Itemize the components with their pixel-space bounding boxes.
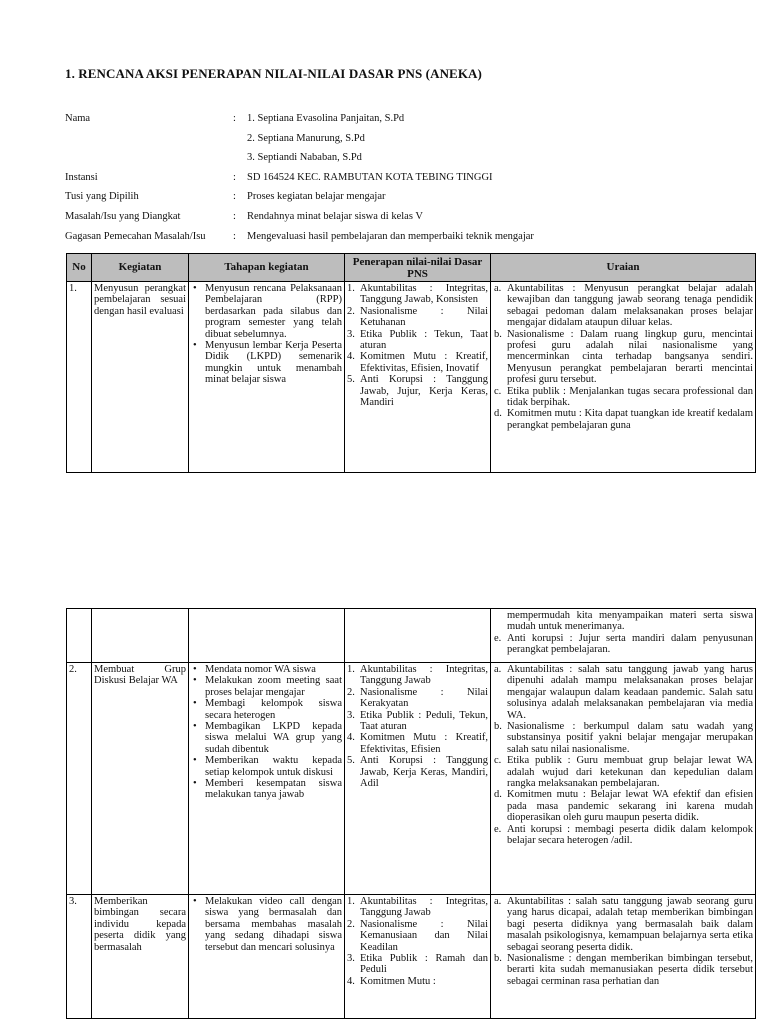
table-row (67, 282, 756, 473)
row-no: 1. (67, 282, 92, 473)
penerapan-item: 2. Nasionalisme : Nilai Kerakyatan (347, 686, 488, 710)
penerapan-item: 5. Anti Korupsi : Tanggung Jawab, Kerja Keras, Mandiri, Adil (347, 755, 488, 790)
row-penerapan (345, 282, 491, 473)
header-tahapan: Tahapan kegiatan (189, 254, 345, 282)
row-tahapan (189, 282, 345, 473)
uraian-item: a. Akuntabilitas : salah satu tanggung jawab yang harus dipenuhi adalah mampu melaksanakan proses belajar mengajar walaupun dalam keadaan pandemic. Salah satu solusinya adalah melaksanakan pembelajaran via media WA. (494, 664, 753, 721)
nama-label: Nama (65, 113, 91, 124)
masalah-value: Rendahnya minat belajar siswa di kelas V (247, 210, 423, 222)
penerapan-item: 3. Etika Publik : Tekun, Taat aturan (347, 328, 488, 352)
penerapan-item: 1. Akuntabilitas : Integritas, Tanggung Jawab (347, 664, 488, 687)
row-penerapan (345, 895, 491, 1019)
uraian-item: a. Akuntabilitas : salah satu tanggung jawab seorang guru yang harus dicapai, adalah tetap memberikan bimbingan bagi peserta didiknya yang bermasalah baik dalam masalah psikologisnya, kemampuan belajarnya serta etika sebagai seorang peserta didik. (494, 896, 753, 953)
tusi-value: Proses kegiatan belajar mengajar (247, 191, 386, 203)
row-uraian (491, 663, 756, 895)
penerapan-item: 3. Etika Publik : Ramah dan Peduli (347, 953, 488, 976)
row-tahapan (189, 663, 345, 895)
tahapan-item: • Membagi kelompok siswa secara heterogen (205, 698, 342, 721)
tahapan-item: • Menyusun lembar Kerja Peserta Didik (LKPD) semenarik mungkin untuk menambah minat belajar siswa (205, 340, 342, 386)
tusi-label: Tusi yang Dipilih (65, 191, 139, 203)
nama-2: 2. Septiana Manurung, S.Pd (247, 132, 365, 144)
tahapan-item: • Mendata nomor WA siswa (205, 664, 342, 675)
row-penerapan (345, 663, 491, 895)
penerapan-item: 2. Nasionalisme : Nilai Ketuhanan (347, 305, 488, 329)
row-uraian (491, 282, 756, 473)
uraian-item: c. Etika publik : Guru membuat grup belajar lewat WA adalah wujud dari ketekunan dan kepedulian dalam rangka melaksanakan pembelajaran. (494, 755, 753, 790)
row-no: 3. (67, 895, 92, 1019)
tahapan-item: • Melakukan video call dengan siswa yang bermasalah dan bersama membahas masalah yang sedang dihadapi siswa tersebut dan mencari solusinya (205, 896, 342, 953)
header-uraian: Uraian (491, 254, 756, 282)
tahapan-item: • Melakukan zoom meeting saat proses belajar mengajar (205, 675, 342, 698)
masalah-label: Masalah/Isu yang Diangkat (65, 210, 181, 222)
action-plan-table-part-2 (66, 608, 756, 1019)
action-plan-table-part-1 (66, 253, 756, 473)
table-row (67, 663, 756, 895)
uraian-item: a. Akuntabilitas : Menyusun perangkat belajar adalah kewajiban dan tanggung jawab seorang tenaga pendidik sebagai pedoman dalam melaksanakan proses belajar mengajar didalam ataupun diluar kelas. (494, 283, 753, 329)
penerapan-item: 3. Etika Publik : Peduli, Tekun, Taat aturan (347, 709, 488, 733)
instansi-label: Instansi (65, 171, 98, 183)
tahapan-item: • Membagikan LKPD kepada siswa melalui WA grup yang sudah dibentuk (205, 721, 342, 755)
instansi-value: SD 164524 KEC. RAMBUTAN KOTA TEBING TINGGI (247, 171, 493, 183)
info-section (65, 109, 765, 246)
header-no: No (67, 254, 92, 282)
row-kegiatan: Menyusun perangkat pembelajaran sesuai dengan hasil evaluasi (92, 282, 189, 473)
info-row-masalah: Masalah/Isu yang Diangkat : Rendahnya minat belajar siswa di kelas V (65, 207, 765, 227)
gagasan-value: Mengevaluasi hasil pembelajaran dan memperbaiki teknik mengajar (247, 230, 534, 242)
penerapan-item: 1. Akuntabilitas : Integritas, Tanggung Jawab (347, 896, 488, 919)
page-title: 1. RENCANA AKSI PENERAPAN NILAI-NILAI DASAR PNS (ANEKA) (65, 66, 482, 81)
row-kegiatan: Membuat Grup Diskusi Belajar WA (92, 663, 189, 895)
tahapan-item: • Memberikan waktu kepada setiap kelompok untuk diskusi (205, 755, 342, 778)
info-row-gagasan: Gagasan Pemecahan Masalah/Isu : Mengevaluasi hasil pembelajaran dan memperbaiki teknik mengajar (65, 227, 765, 247)
penerapan-item: 1. Akuntabilitas : Integritas, Tanggung Jawab, Konsisten (347, 283, 488, 306)
uraian-item: e. Anti korupsi : Jujur serta mandiri dalam penyusunan perangkat pembelajaran. (494, 632, 753, 656)
penerapan-item: 5. Anti Korupsi : Tanggung Jawab, Jujur, Kerja Keras, Mandiri (347, 374, 488, 409)
row-uraian (491, 895, 756, 1019)
nama-1: 1. Septiana Evasolina Panjaitan, S.Pd (247, 113, 405, 124)
uraian-item: c. Etika publik : Menjalankan tugas secara professional dan tidak berpihak. (494, 385, 753, 409)
gagasan-label: Gagasan Pemecahan Masalah/Isu (65, 230, 206, 242)
row-uraian (491, 609, 756, 663)
info-row-instansi: Instansi : SD 164524 KEC. RAMBUTAN KOTA TEBING TINGGI (65, 168, 765, 188)
uraian-item: b. Nasionalisme : berkumpul dalam satu wadah yang substansinya positif yakni belajar mengajar merupakan salah satu nilai nasionalisme. (494, 721, 753, 755)
uraian-item: b. Nasionalisme : Dalam ruang lingkup guru, mencintai profesi guru adalah nilai nasionalisme yang mencerminkan cinta terhadap bangsanya sendiri. Menyusun perangkat pembelajaran berarti mencintai profesi guru tersebut. (494, 328, 753, 386)
info-row-nama-2 (65, 129, 765, 149)
penerapan-item: 4. Komitmen Mutu : Kreatif, Efektivitas, Efisien (347, 732, 488, 755)
info-row-nama: Nama : 1. Septiana Evasolina Panjaitan, S.Pd (65, 109, 765, 129)
tahapan-item: • Menyusun rencana Pelaksanaan Pembelajaran (RPP) berdasarkan pada silabus dan program semester yang telah dibuat sebelumnya. (205, 283, 342, 340)
penerapan-item: 4. Komitmen Mutu : Kreatif, Efektivitas, Efisien, Inovatif (347, 351, 488, 374)
row-kegiatan: Memberikan bimbingan secara individu kepada peserta didik yang bermasalah (92, 895, 189, 1019)
penerapan-item: 2. Nasionalisme : Nilai Kemanusiaan dan Nilai Keadilan (347, 918, 488, 953)
uraian-item: mempermudah kita menyampaikan materi serta siswa mudah untuk menerimanya. (507, 610, 753, 633)
table-row-continuation (67, 609, 756, 663)
nama-3: 3. Septiandi Nababan, S.Pd (247, 152, 362, 164)
row-no: 2. (67, 663, 92, 895)
header-kegiatan: Kegiatan (92, 254, 189, 282)
info-row-tusi: Tusi yang Dipilih : Proses kegiatan belajar mengajar (65, 187, 765, 207)
header-penerapan: Penerapan nilai-nilai Dasar PNS (345, 254, 491, 282)
table-row (67, 895, 756, 1019)
uraian-item: d. Komitmen mutu : Belajar lewat WA efektif dan efisien pada masa pandemic sekarang ini karena mudah dioperasikan oleh guru maupun peserta didik. (494, 789, 753, 824)
info-row-nama-3 (65, 148, 765, 168)
uraian-item: d. Komitmen mutu : Kita dapat tuangkan ide kreatif kedalam perangkat pembelajaran guna (494, 408, 753, 431)
table-header-row (67, 254, 756, 282)
tahapan-item: • Memberi kesempatan siswa melakukan tanya jawab (205, 778, 342, 801)
uraian-item: e. Anti korupsi : membagi peserta didik dalam kelompok belajar secara heterogen /adil. (494, 823, 753, 847)
row-tahapan (189, 895, 345, 1019)
uraian-item: b. Nasionalisme : dengan memberikan bimbingan tersebut, berarti kita sudah memanusiakan peserta didik tersebut sebagai cerminan rasa perhatian dan (494, 953, 753, 987)
penerapan-item: 4. Komitmen Mutu : (347, 975, 436, 987)
